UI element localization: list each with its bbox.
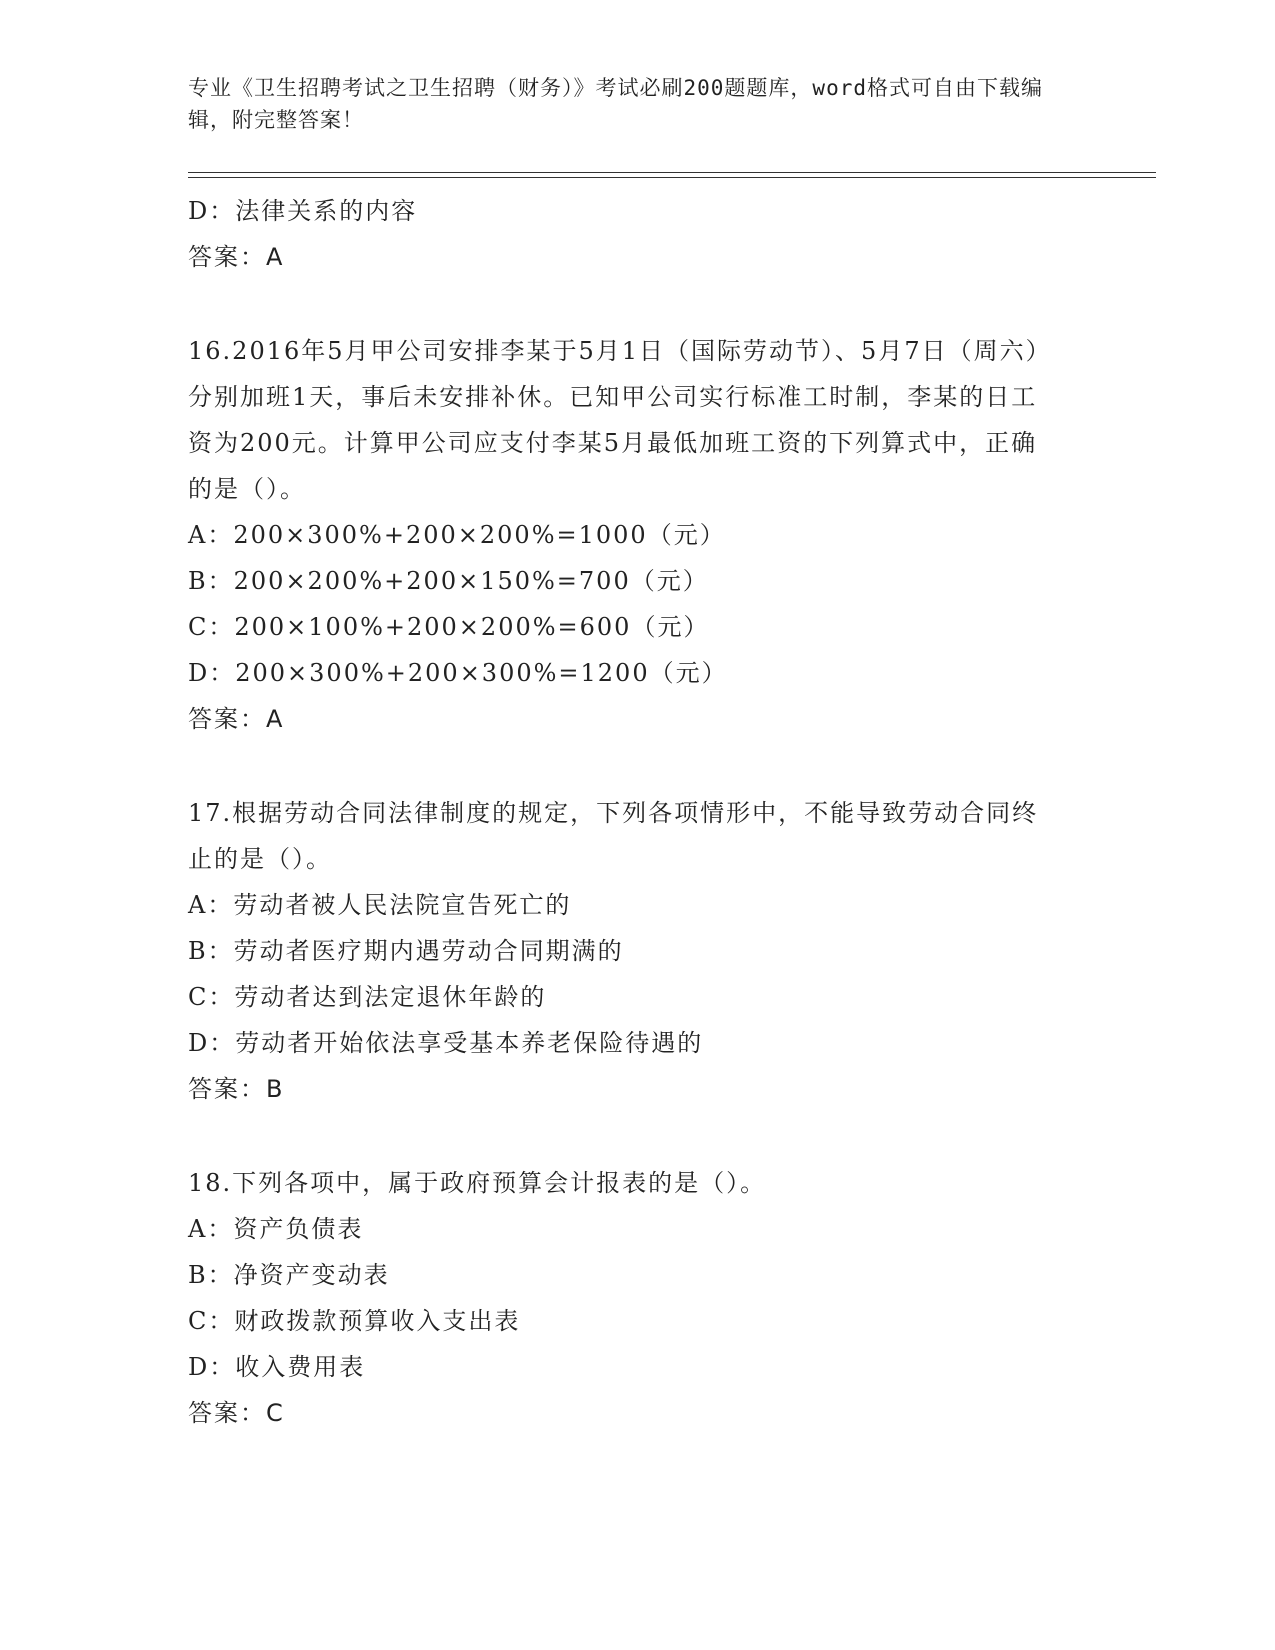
- option-c: C：劳动者达到法定退休年龄的: [188, 983, 547, 1011]
- option-a: A：资产负债表: [188, 1215, 364, 1243]
- question-16: [188, 328, 1088, 742]
- answer: 答案：A: [188, 705, 285, 733]
- answer: 答案：A: [188, 243, 285, 271]
- document-header: 专业《卫生招聘考试之卫生招聘（财务）》考试必刷200题题库，word格式可自由下载编辑，附完整答案！: [188, 76, 1043, 132]
- option-d: D：劳动者开始依法享受基本养老保险待遇的: [188, 1029, 704, 1057]
- option-c: C：财政拨款预算收入支出表: [188, 1307, 521, 1335]
- question-17: [188, 790, 1088, 1112]
- option-a: A：200×300%+200×200%=1000（元）: [188, 521, 726, 549]
- question-stem: 16.2016年5月甲公司安排李某于5月1日（国际劳动节）、5月7日（周六）分别加班1天，事后未安排补休。已知甲公司实行标准工时制，李某的日工资为200元。计算甲公司应支付李某5月最低加班工资的下列算式中，正确的是（）。: [188, 337, 1040, 503]
- option-d: D：200×300%+200×300%=1200（元）: [188, 659, 728, 687]
- question-18: [188, 1160, 1088, 1436]
- header-divider-bottom: [188, 177, 1156, 178]
- option-a: A：劳动者被人民法院宣告死亡的: [188, 891, 572, 919]
- answer: 答案：B: [188, 1075, 285, 1103]
- option-d: D：法律关系的内容: [188, 197, 418, 225]
- header-divider-top: [188, 172, 1156, 173]
- option-b: B：净资产变动表: [188, 1261, 390, 1289]
- question-list: [188, 188, 1088, 1436]
- question-stem: 18.下列各项中，属于政府预算会计报表的是（）。: [188, 1169, 767, 1197]
- option-b: B：劳动者医疗期内遇劳动合同期满的: [188, 937, 624, 965]
- option-b: B：200×200%+200×150%=700（元）: [188, 567, 709, 595]
- option-d: D：收入费用表: [188, 1353, 366, 1381]
- question-stem: 17.根据劳动合同法律制度的规定，下列各项情形中，不能导致劳动合同终止的是（）。: [188, 799, 1039, 873]
- answer: 答案：C: [188, 1399, 285, 1427]
- option-c: C：200×100%+200×200%=600（元）: [188, 613, 710, 641]
